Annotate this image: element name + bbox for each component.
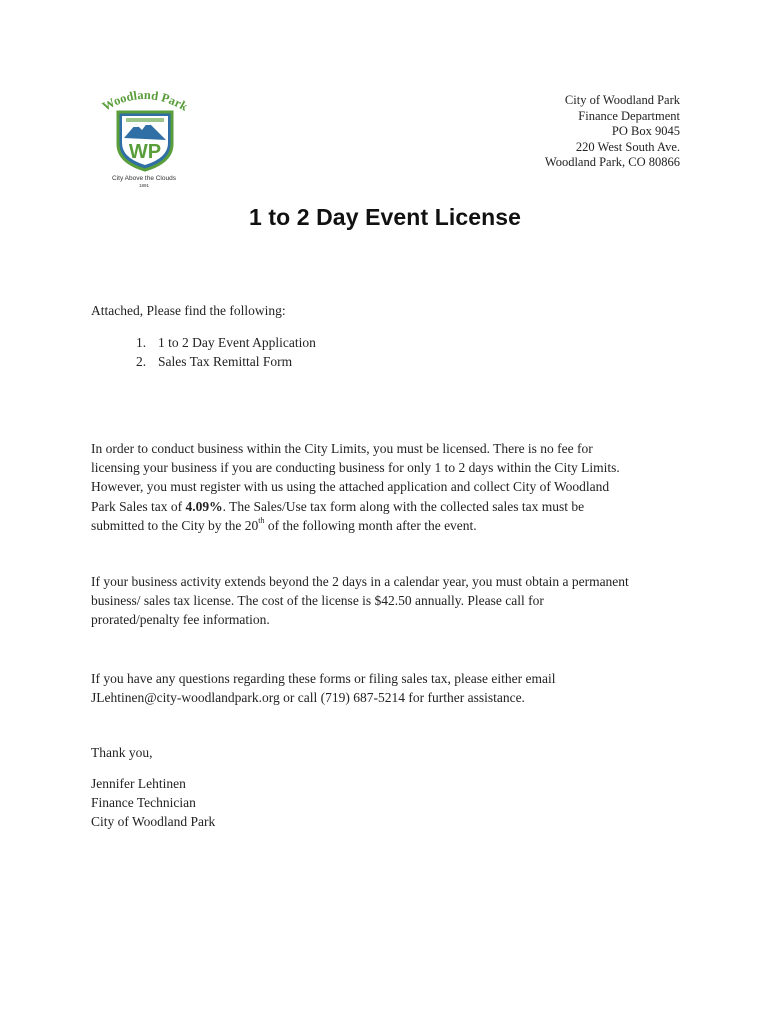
logo-initials: WP — [128, 141, 162, 163]
logo-tagline: City Above the Clouds — [112, 175, 176, 182]
address-line-city: Woodland Park, CO 80866 — [544, 155, 680, 169]
paragraph-line: prorated/penalty fee information. — [91, 612, 270, 628]
signer-organization: City of Woodland Park — [91, 814, 216, 830]
logo-year: 1891 — [138, 183, 150, 188]
licensing-paragraph — [91, 439, 691, 535]
list-item — [136, 352, 316, 371]
list-item — [136, 333, 316, 352]
tax-rate: 4.09% — [185, 498, 223, 514]
paragraph-line: submitted to the City by the 20th of the following month after the event. — [91, 516, 477, 533]
paragraph-line: licensing your business if you are conducting business for only 1 to 2 days within the City Limits. — [91, 460, 620, 476]
logo-name-text: Woodland Park — [99, 88, 191, 114]
list-item-text: Sales Tax Remittal Form — [158, 354, 293, 369]
svg-text:Woodland Park — [100, 88, 190, 114]
closing-text: Thank you, — [91, 745, 153, 760]
paragraph-line: If you have any questions regarding these forms or filing sales tax, please either email — [91, 671, 556, 686]
permanent-license-paragraph — [91, 572, 691, 630]
signer-role: Finance Technician — [91, 795, 196, 811]
paragraph-line: In order to conduct business within the City Limits, you must be licensed. There is no fee for — [91, 441, 593, 456]
address-line-pobox: PO Box 9045 — [611, 124, 680, 138]
paragraph-line: Park Sales tax of 4.09%. The Sales/Use tax form along with the collected sales tax must be — [91, 498, 585, 514]
signer-name: Jennifer Lehtinen — [91, 776, 186, 791]
woodland-park-logo — [96, 88, 192, 188]
address-line-street: 220 West South Ave. — [575, 139, 680, 154]
return-address — [545, 93, 680, 171]
intro-text: Attached, Please find the following: — [91, 303, 286, 318]
paragraph-line: JLehtinen@city-woodlandpark.org or call (719) 687-5214 for further assistance. — [91, 690, 525, 706]
paragraph-line: However, you must register with us using the attached application and collect City of Woodland — [91, 479, 610, 495]
contact-paragraph — [91, 669, 691, 707]
address-line-department: Finance Department — [578, 108, 680, 123]
address-line-org: City of Woodland Park — [564, 93, 680, 107]
document-title: 1 to 2 Day Event License — [248, 204, 522, 230]
paragraph-line: If your business activity extends beyond the 2 days in a calendar year, you must obtain a permanent — [91, 574, 629, 589]
list-item-number: 2. — [136, 354, 147, 369]
paragraph-line: business/ sales tax license. The cost of the license is $42.50 annually. Please call for — [91, 593, 544, 609]
signature-block — [91, 774, 215, 832]
list-item-text: 1 to 2 Day Event Application — [158, 335, 316, 350]
attachments-list — [136, 333, 316, 371]
list-item-number: 1. — [136, 335, 147, 350]
